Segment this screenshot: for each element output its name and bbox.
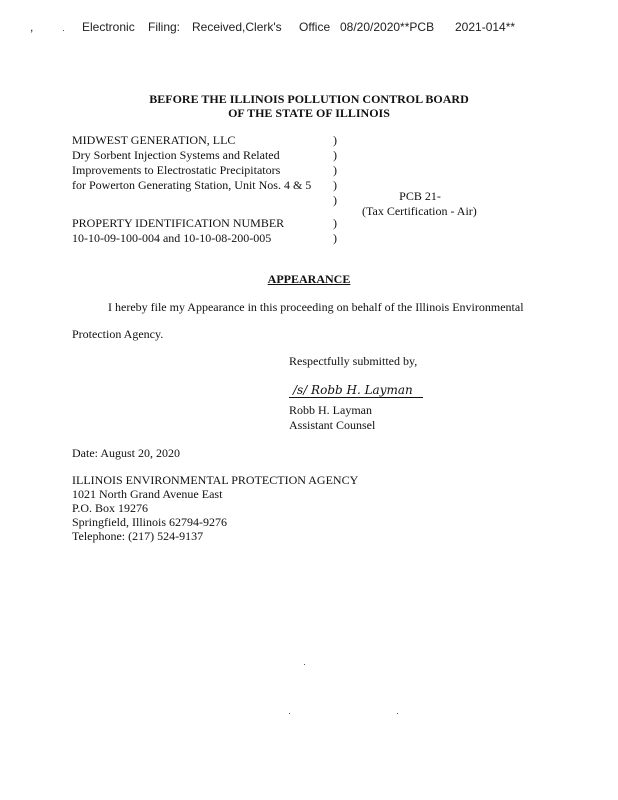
agency-name: ILLINOIS ENVIRONMENTAL PROTECTION AGENCY	[72, 473, 359, 487]
caption-property-id: PROPERTY IDENTIFICATION NUMBER	[72, 216, 285, 230]
agency-address-pobox: P.O. Box 19276	[72, 501, 149, 515]
caption-paren: )	[333, 178, 337, 192]
title-line1: BEFORE THE ILLINOIS POLLUTION CONTROL BOARD	[149, 92, 469, 106]
caption-pcb-number: PCB 21-	[399, 189, 441, 203]
header-received: Received,Clerk's	[192, 20, 282, 34]
appearance-body-line1: I hereby file my Appearance in this proceeding on behalf of the Illinois Environmental	[108, 300, 524, 314]
signature-line	[289, 383, 423, 398]
header-office: Office	[299, 20, 331, 34]
signature-image: /s/ Robb H. Layman	[293, 383, 413, 397]
speck	[63, 30, 64, 31]
agency-telephone: Telephone: (217) 524-9137	[72, 529, 204, 543]
date-line: Date: August 20, 2020	[72, 446, 180, 460]
caption-tax-certification: (Tax Certification - Air)	[362, 204, 477, 218]
signer-name: Robb H. Layman	[289, 403, 372, 417]
caption-parcel-numbers: 10-10-09-100-004 and 10-10-08-200-005	[72, 231, 272, 245]
appearance-heading: APPEARANCE	[267, 272, 351, 286]
caption-paren: )	[333, 231, 337, 245]
header-case-number: 2021-014**	[455, 20, 516, 34]
caption-paren: )	[333, 216, 337, 230]
caption-paren: )	[333, 163, 337, 177]
speck	[397, 713, 398, 714]
agency-address-city: Springfield, Illinois 62794-9276	[72, 515, 227, 529]
speck	[289, 713, 290, 714]
title-line2: OF THE STATE OF ILLINOIS	[228, 106, 390, 120]
caption-line3: Improvements to Electrostatic Precipitators	[72, 163, 281, 177]
header-date-pcb: 08/20/2020**PCB	[340, 20, 435, 34]
header-electronic: Electronic	[82, 20, 135, 34]
caption-line2: Dry Sorbent Injection Systems and Related	[72, 148, 280, 162]
header-mark: ,	[30, 20, 34, 34]
closing-text: Respectfully submitted by,	[289, 354, 418, 368]
caption-company: MIDWEST GENERATION, LLC	[72, 133, 236, 147]
speck	[304, 664, 305, 665]
header-filing: Filing:	[148, 20, 181, 34]
agency-address-street: 1021 North Grand Avenue East	[72, 487, 223, 501]
appearance-body-line2: Protection Agency.	[72, 327, 164, 341]
caption-paren: )	[333, 133, 337, 147]
signer-title: Assistant Counsel	[289, 418, 376, 432]
caption-paren: )	[333, 193, 337, 207]
caption-line4: for Powerton Generating Station, Unit Nos. 4 & 5	[72, 178, 312, 192]
caption-paren: )	[333, 148, 337, 162]
